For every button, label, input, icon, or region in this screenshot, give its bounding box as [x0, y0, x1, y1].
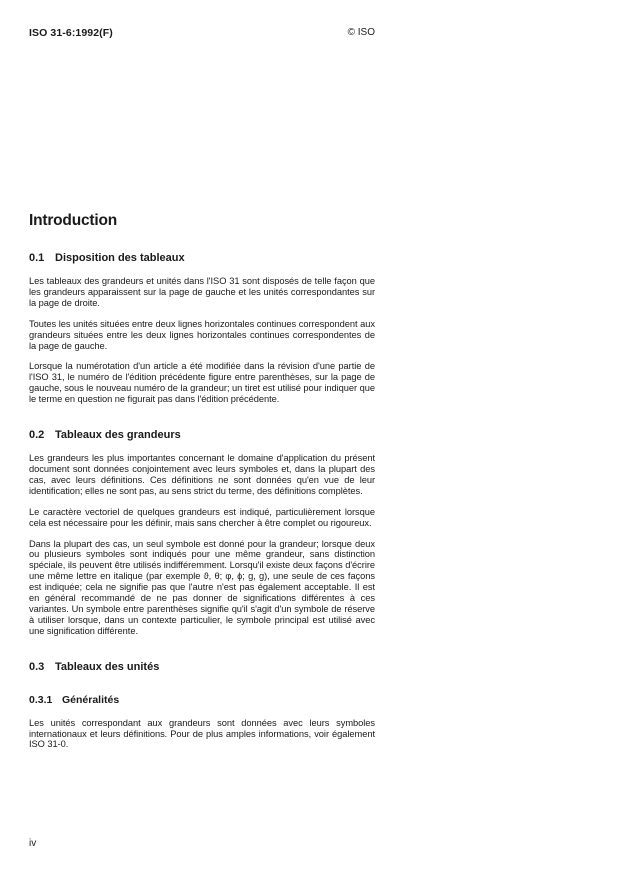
section-heading-0-1 — [29, 251, 375, 265]
paragraph: Les tableaux des grandeurs et unités dans l'ISO 31 sont disposés de telle façon que les grandeurs apparaissent sur la page de gauche et les unités correspondantes sur la page de droite. — [29, 276, 375, 308]
subsection-number: 0.3.1 — [29, 693, 53, 706]
page-header — [29, 27, 375, 41]
page-content — [29, 211, 375, 760]
paragraph: Les unités correspondant aux grandeurs sont données avec leurs symboles internationaux et leurs définitions. Pour de plus amples informations, voir également ISO 31-0. — [29, 717, 375, 750]
page-title: Introduction — [29, 212, 117, 229]
copyright-notice: © ISO — [347, 27, 375, 38]
spacer — [29, 685, 375, 693]
section-title: Tableaux des grandeurs — [55, 429, 181, 442]
subsection-heading-0-3-1 — [29, 693, 375, 707]
section-title: Tableaux des unités — [55, 660, 160, 673]
document-id: ISO 31-6:1992(F) — [29, 27, 113, 39]
section-number: 0.3 — [29, 660, 45, 673]
paragraph: Le caractère vectoriel de quelques grandeurs est indiqué, particulièrement lorsque cela est nécessaire pour les définir, mais sans chercher à être complet ou rigoureux. — [29, 506, 375, 528]
spacer — [29, 647, 375, 660]
paragraph: Toutes les unités situées entre deux lignes horizontales continues correspondent aux grandeurs situées entre les deux lignes horizontales continues correspondentes de la page de gauche. — [29, 318, 375, 351]
section-number: 0.1 — [29, 252, 45, 264]
spacer — [29, 415, 375, 428]
paragraph: Lorsque la numérotation d'un article a été modifiée dans la révision d'une partie de l'ISO 31, le numéro de l'édition précédente figure entre parenthèses, sur la page de gauche, sous le nouveau numéro de la grandeur; un tiret est utilisé pour indiquer que le terme en question ne figurait pas dans l'édition précédente. — [29, 361, 375, 405]
paragraph: Les grandeurs les plus importantes concernant le domaine d'application du présent document sont données conjointement avec leurs symboles et, dans la plupart des cas, avec leurs définitions. Ces définitions ne sont données qu'en vue de leur identification; elles ne sont pas, au sens strict du terme, des définitions complètes. — [29, 453, 375, 496]
section-title: Disposition des tableaux — [55, 252, 185, 264]
paragraph: Dans la plupart des cas, un seul symbole est donné pour la grandeur; lorsque deux ou plusieurs symboles sont indiqués pour une même grandeur, sans distinction spéciale, ils peuvent être utilisés indifféremment. Lorsqu'il existe deux façons d'écrire une même lettre en italique (par exemple ϑ, θ; φ, ϕ; g, g), une seule de ces façons est indiquée; cela ne signifie pas que l'autre n'est pas également acceptable. Il est en général recommandé de ne pas donner de significations différentes à ces variantes. Un symbole entre parenthèses signifie qu'il s'agit d'un symbole de réserve à utiliser lorsque, dans un contexte particulier, le symbole principal est utilisé avec une signification différente. — [29, 538, 375, 636]
subsection-title: Généralités — [62, 693, 120, 706]
page-number: iv — [29, 838, 37, 849]
section-number: 0.2 — [29, 429, 45, 442]
section-heading-0-3 — [29, 660, 375, 674]
section-heading-0-2 — [29, 428, 375, 442]
